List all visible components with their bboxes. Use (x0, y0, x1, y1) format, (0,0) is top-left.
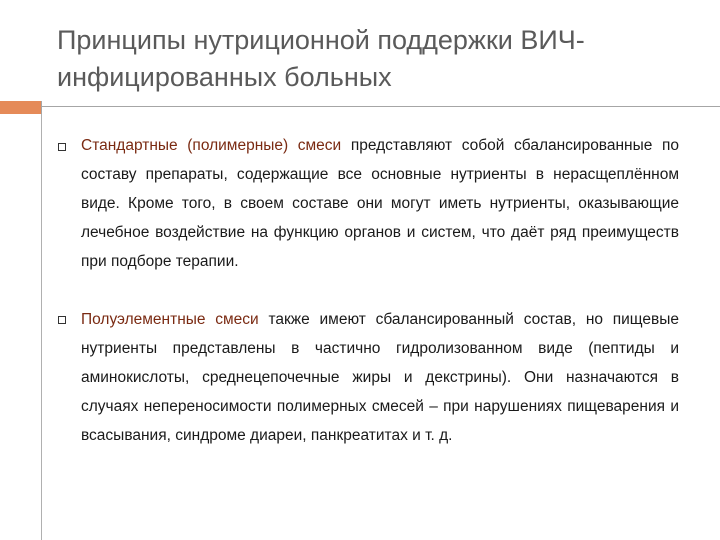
title-accent-bar (0, 101, 41, 114)
bullet-term: Стандартные (полимерные) смеси (81, 137, 342, 154)
title-divider (41, 106, 720, 107)
bullet-square-icon (58, 316, 66, 324)
bullet-square-icon (58, 143, 66, 151)
bullet-text: также имеют сбалансированный состав, но пищевые нутриенты представлены в частично гидролизованном виде (пептиды и аминокислоты, среднецепочечные жиры и декстрины). Они назначаются в случаях непереносимости полимерных смесей – при нарушениях пищеварения и всасывания, синдроме диареи, панкреатитах и т. д. (81, 311, 679, 444)
bullet-paragraph-2 (81, 305, 679, 450)
bullet-text: представляют собой сбалансированные по составу препараты, содержащие все основные нутриенты в нерасщеплённом виде. Кроме того, в своем составе они могут иметь нутриенты, оказывающие лечебное воздействие на функцию органов и систем, что даёт ряд преимуществ при подборе терапии. (81, 137, 679, 270)
slide-title: Принципы нутриционной поддержки ВИЧ-инфицированных больных (57, 25, 585, 92)
left-margin-line (41, 114, 42, 540)
bullet-paragraph-1 (81, 131, 679, 276)
bullet-term: Полуэлементные смеси (81, 311, 259, 328)
divider-tick (41, 101, 42, 114)
